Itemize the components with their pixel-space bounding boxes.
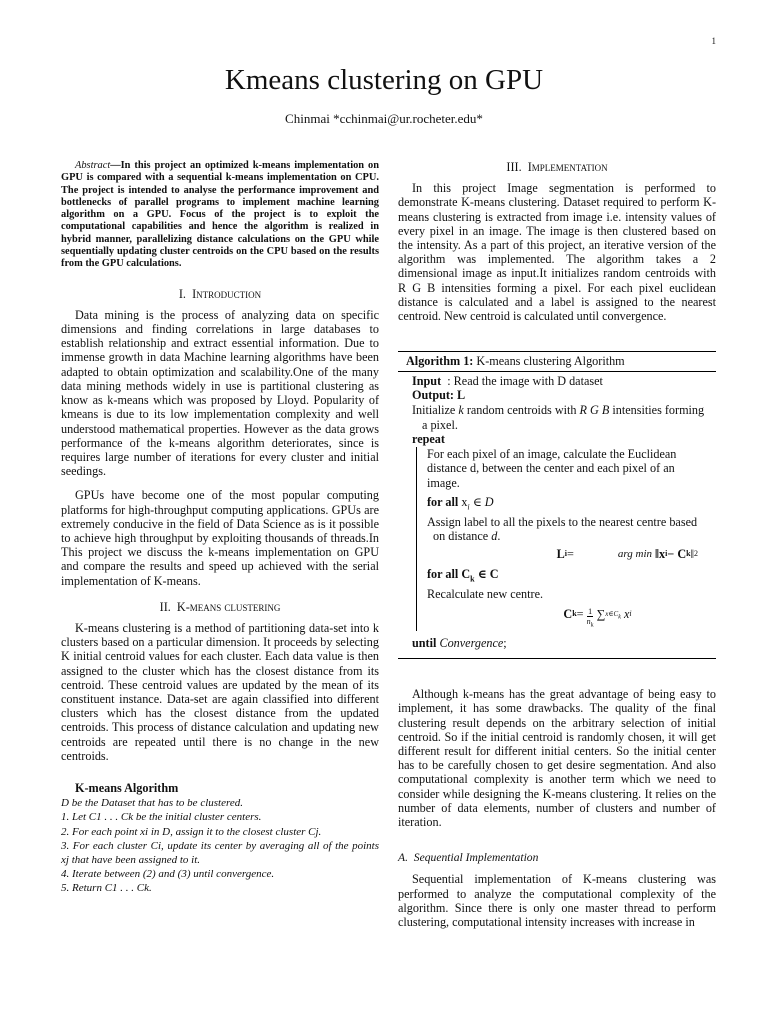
intro-paragraph-2: GPUs have become one of the most popular computing platforms for high-throughput computing applications. GPUs are extremely conducive in the field of Data Science as is it possible to achieve high throughput by exploiting thousands of threads.In This project we discuss the k-means implementation on GPU and compare the results and speed up achieved with the serial implementation of K-means. [61, 488, 379, 588]
algorithm-forall-centroids: for all $C_k$ ∈ C [427, 567, 499, 584]
algorithm-line: D be the Dataset that has to be clustered. [61, 797, 243, 810]
equation-label-assignment: L i = arg min ‖x i − C k ‖ 2 [556, 546, 698, 561]
algorithm-assign-label: Assign label to all the pixels to the nearest centre based on distance d. [427, 514, 698, 544]
algorithm-line: 1. Let C1 . . . Ck be the initial cluster centers. [61, 811, 262, 824]
algorithm-repeat-keyword: repeat [412, 432, 445, 447]
algorithm-forall-pixels: for all $x_i$ ∈ D [427, 494, 494, 512]
implementation-paragraph: In this project Image segmentation is performed to demonstrate K-means clustering. Dataset required to perform K-means clustering is extracted from image i.e. intensity values of every pixel in an image. The image is then clustered based on the intensity. As a part of this project, an iterative version of the algorithm was implemented. The algorithm takes a 2 dimensional image as input.It initializes random centroids with R G B intensities forming a pixel. For each pixel euclidean distance is calculated and a label is assigned to the nearest centroid. New centroid is calculated until convergence. [398, 181, 716, 324]
algorithm-recalculate: Recalculate new centre. [427, 587, 544, 602]
kmeans-algorithm-title: K-means Algorithm [75, 780, 179, 795]
abstract-lead: Abstract [75, 160, 111, 171]
algorithm-repeat-block [416, 447, 708, 631]
drawbacks-paragraph: Although k-means has the great advantage of being easy to implement, it has some drawbacks. The quality of the final clustering result depends on the arbitrary selection of initial centroid. So if the initial centroid is randomly chosen, it will get different result for different initial centers. So the initial center has to be carefully chosen to get desire segmentation. And also computational complexity is another term which we need to consider while designing the K-means clustering. It relies on the number of data elements, number of clusters and number of iteration. [398, 687, 716, 830]
section-heading-kmeans: II. K-means clustering [159, 599, 281, 614]
algorithm-line: 3. For each cluster Ci, update its center by averaging all of the points xj that have been assigned to it. [61, 839, 379, 866]
algorithm-input: Input : Read the image with D dataset [412, 373, 603, 388]
algorithm-box-caption: Algorithm 1: K-means clustering Algorithm [398, 352, 716, 372]
algorithm-line: 4. Iterate between (2) and (3) until convergence. [61, 868, 275, 881]
algorithm-line: 5. Return C1 . . . Ck. [61, 882, 152, 895]
page-number: 1 [711, 36, 716, 46]
algorithm-init: Initialize k random centroids with R G B intensities forming a pixel. [412, 403, 705, 432]
equation-centroid-update: C k = $\frac{1}{n_k}$ ∑ $x\in C_k$ x i [563, 607, 632, 629]
subsection-heading-sequential: A. Sequential Implementation [398, 851, 539, 865]
algorithm-line: 2. For each point xi in D, assign it to the closest cluster Cj. [61, 825, 322, 838]
abstract-text: In this project an optimized k-means implementation on GPU is compared with a sequential k-means implementation on CPU. The project is intended to analyse the performance improvement and bottlenecks of parallel programs to implement machine learning algorithm on a GPU. Focus of the project is to exploit the computational capabilities and hence the algorithm is realized in hybrid manner, parallelizing distance calculations on the GPU while sequentially updating cluster centroids on the CPU based on the results from the GPU calculations. [61, 160, 379, 270]
kmeans-paragraph: K-means clustering is a method of partitioning data-set into k clusters based on a particular dimension. It proceeds by selecting K initial centroid values for each cluster. Each data value is then assigned to the cluster which has the closest distance from its centroid. These centroid values are updated by the mean of its constituent instance. Data-set are again classified into different clusters which has the closest distance from the updated centroids. This process of distance calculation and updating new centroids are repeated until there is no change in the new centroids. [61, 620, 379, 763]
algorithm-box-body [398, 372, 716, 658]
algorithm-until: until Convergence; [412, 635, 507, 650]
algorithm-output: Output: L [412, 388, 466, 403]
author-line: Chinmai *cchinmai@ur.rocheter.edu* [285, 111, 483, 126]
right-column [398, 160, 716, 929]
sequential-paragraph: Sequential implementation of K-means clustering was performed to analyze the computational complexity of the algorithm. Since there is only one master thread to perform clustering, computational intensity increases with increase in [398, 872, 716, 930]
section-heading-implementation: III. Implementation [506, 160, 608, 174]
intro-paragraph-1: Data mining is the process of analyzing data on specific dimensions and finding correlations in large databases to establish relationship and extract essential information. Due to immense growth in data Machine learning algorithms have been adapted to obtain optimization and scalability.One of the many data mining methods widely in use is partitional clustering as know as k-means which was proposed by Lloyd. Popularity of kmeans is due to its low implementation complexity and well understood mathematical properties. However as the data grows performance of the k-means algorithm deteriorates, since is requires large number of iterations for every cluster and initial seedings. [61, 307, 379, 479]
section-heading-introduction: I. Introduction [178, 286, 262, 301]
left-column [61, 160, 379, 896]
algorithm-step-distance: For each pixel of an image, calculate the Euclidean distance d, between the center and each pixel of an image. [427, 446, 677, 490]
abstract: Abstract—In this project an optimized k-means implementation on GPU is compared with a sequential k-means implementation on CPU. The project is intended to analyse the performance improvement and bottlenecks of parallel programs to implement machine learning algorithm on a GPU. Focus of the project is to exploit the computational capabilities and hence the algorithm is realized in hybrid manner, parallelizing distance calculations on the GPU while sequentially updating cluster centroids on the CPU based on the results from the GPU calculations. [61, 160, 379, 270]
paper-title: Kmeans clustering on GPU [224, 64, 544, 96]
algorithm-box [398, 351, 716, 659]
